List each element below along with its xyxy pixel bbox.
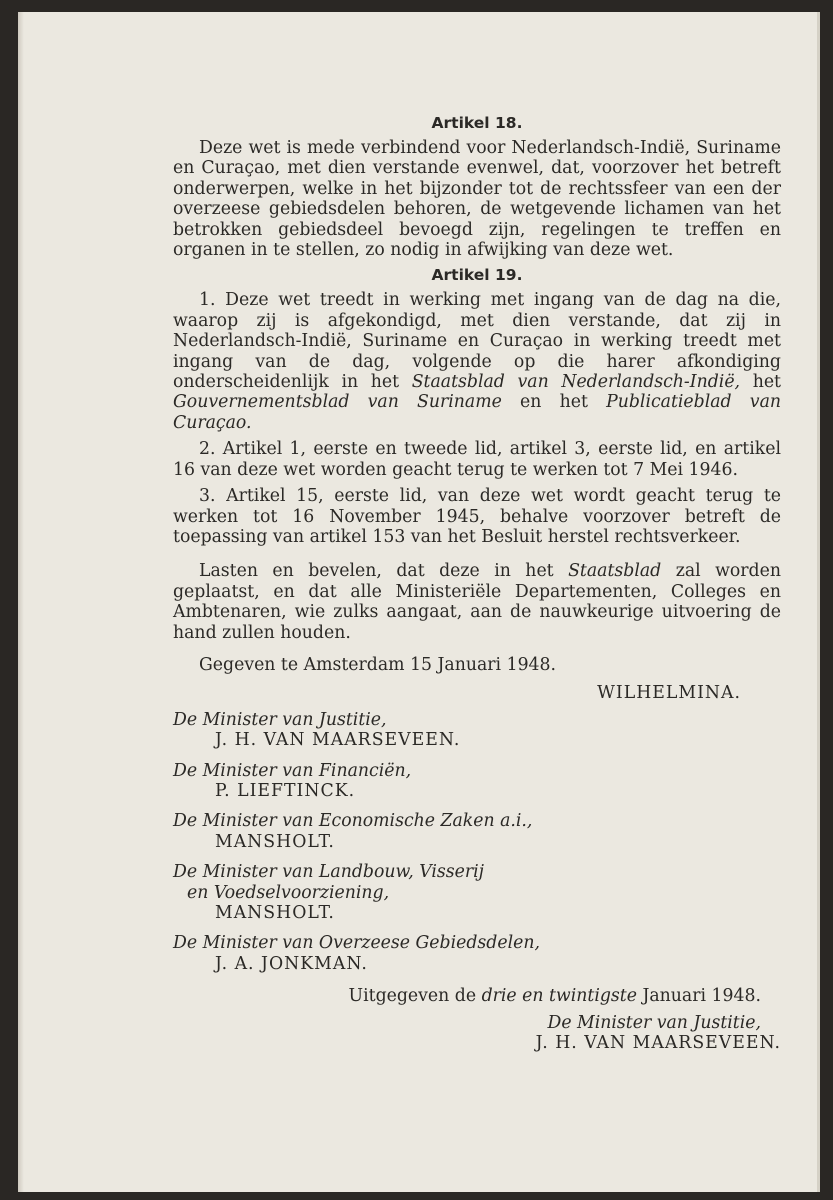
closing-part-a: Lasten en bevelen, dat deze in het xyxy=(199,561,569,582)
final-signature xyxy=(173,1013,781,1054)
p1-part-c: het xyxy=(740,372,781,393)
minister-title: De Minister van Overzeese Gebiedsdelen, xyxy=(173,933,540,954)
minister-name: MANSHOLT. xyxy=(215,903,335,923)
minister-name: J. H. VAN MAARSEVEEN. xyxy=(215,730,461,751)
p1-staatsblad-ni: Staatsblad van Nederlandsch-Indië, xyxy=(411,372,741,393)
final-minister-name: J. H. VAN MAARSEVEEN. xyxy=(535,1033,781,1054)
closing-part-c: zal worden geplaatst, en dat alle Ministeriële Departementen, Colleges en Ambtenaren, wie zulks aangaat, aan de nauwkeurige uitvoering de hand zullen houden. xyxy=(173,561,781,643)
minister-block xyxy=(173,862,781,923)
minister-name: MANSHOLT. xyxy=(215,831,335,852)
closing-staatsblad: Staatsblad xyxy=(568,561,662,582)
article-18-heading: Artikel 18. xyxy=(431,114,523,132)
article-19-paragraph-2: 2. Artikel 1, eerste en tweede lid, artikel 3, eerste lid, en artikel 16 van deze wet worden geacht terug te werken tot 7 Mei 1946. xyxy=(173,439,781,480)
minister-title: De Minister van Landbouw, Visserij xyxy=(173,862,485,883)
article-19-paragraph-1 xyxy=(173,290,781,433)
p1-part-e: en het xyxy=(501,392,607,413)
article-19-paragraph-3: 3. Artikel 15, eerste lid, van deze wet wordt geacht terug te werken tot 16 November 1945, behalve voorzover betreft de toepassing van artikel 153 van het Besluit herstel rechtsverkeer. xyxy=(173,486,781,547)
issued-date-words: drie en twintigste xyxy=(481,986,637,1007)
minister-block xyxy=(173,933,781,974)
p1-gouvernementsblad: Gouvernementsblad van Suriname xyxy=(173,392,502,413)
page-edge-shadow xyxy=(18,12,24,1192)
closing-paragraph xyxy=(173,561,781,643)
document-page xyxy=(18,12,820,1192)
minister-title-continued: en Voedselvoorziening, xyxy=(187,882,390,903)
monarch-signature: WILHELMINA. xyxy=(597,683,741,704)
minister-block xyxy=(173,710,781,751)
minister-block xyxy=(173,811,781,852)
document-body xyxy=(173,112,781,1053)
minister-name: J. A. JONKMAN. xyxy=(215,953,368,974)
article-19-heading: Artikel 19. xyxy=(431,266,523,285)
issued-line xyxy=(173,986,761,1006)
minister-title: De Minister van Justitie, xyxy=(173,709,387,730)
minister-title: De Minister van Financiën, xyxy=(173,760,412,781)
minister-name: P. LIEFTINCK. xyxy=(215,780,356,801)
p1-publicatieblad: Publicatieblad van Curaçao. xyxy=(173,392,782,433)
final-minister-title: De Minister van Justitie, xyxy=(547,1012,761,1033)
minister-block xyxy=(173,761,781,802)
article-18-text: Deze wet is mede verbindend voor Nederlandsch-Indië, Suriname en Curaçao, met dien verstande evenwel, dat, voorzover het betreft onderwerpen, welke in het bijzonder tot de rechtssfeer van een der overzeese gebiedsdelen behoren, de wetgevende lichamen van het betrokken gebiedsdeel bevoegd zijn, regelingen te treffen en organen in te stellen, zo nodig in afwijking van deze wet. xyxy=(173,138,781,261)
minister-title: De Minister van Economische Zaken a.i., xyxy=(173,811,533,832)
given-line: Gegeven te Amsterdam 15 Januari 1948. xyxy=(199,654,557,675)
p1-part-a: 1. Deze wet treedt in werking met ingang van de dag na die, waarop zij is afgekondigd, met dien verstande, dat zij in Nederlandsch-Indië, Suriname en Curaçao in werking treedt met ingang van de dag, volgende op die harer afkondiging onderscheidenlijk in het xyxy=(173,290,781,393)
issued-part-a: Uitgegeven de xyxy=(348,986,482,1007)
issued-part-c: Januari 1948. xyxy=(636,986,761,1007)
